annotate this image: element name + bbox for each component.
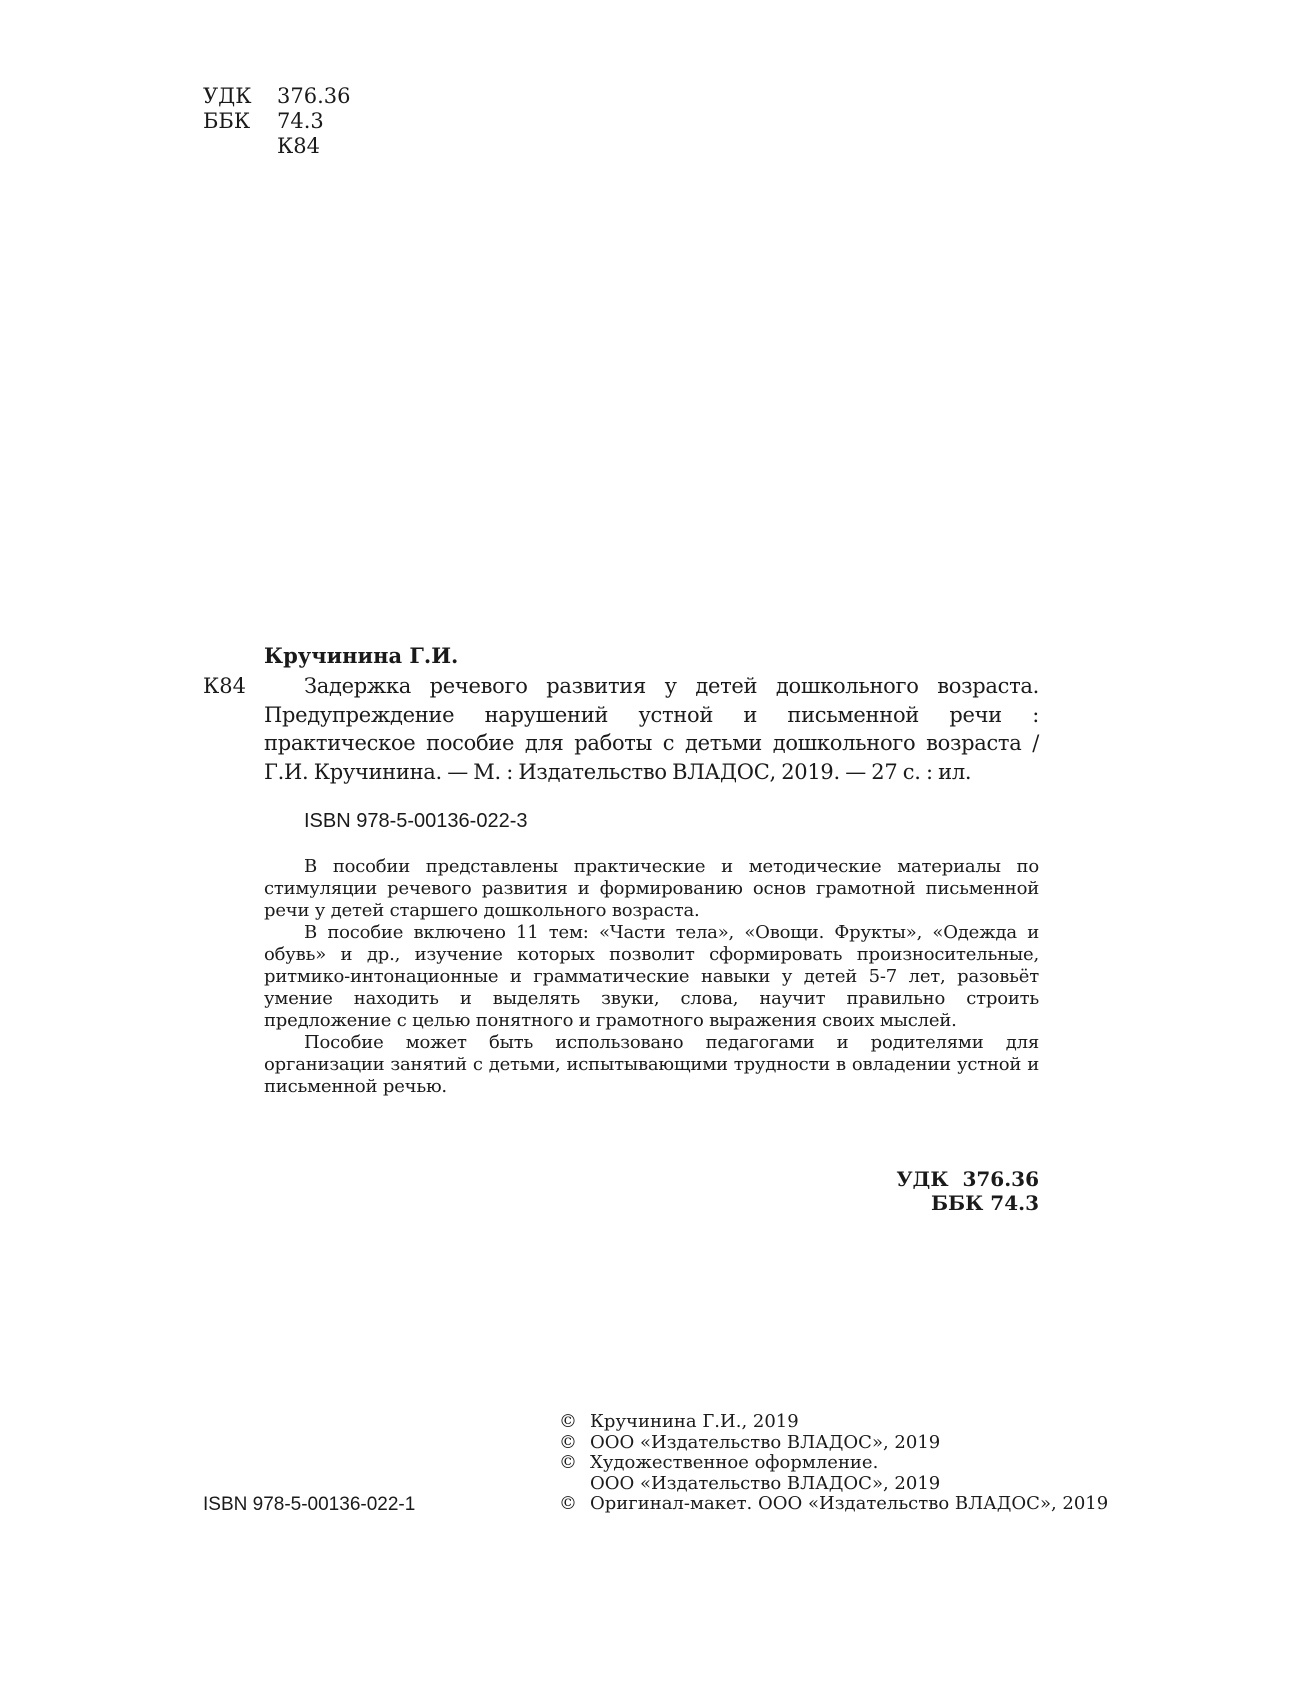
- record-cutter: К84: [203, 674, 246, 698]
- classification-top: [203, 84, 350, 159]
- copyright-icon: ©: [559, 1411, 577, 1432]
- copyright-icon: ©: [559, 1493, 577, 1515]
- isbn-bottom: ISBN 978-5-00136-022-1: [203, 1494, 416, 1515]
- classification-bottom: [896, 1167, 1039, 1215]
- udk-label: УДК: [203, 84, 252, 108]
- abstract-paragraph: В пособие включено 11 тем: «Части тела», «Овощи. Фрукты», «Одежда и обувь» и др., изучение которых позволит сформировать произносительные, ритмико-интонационные и грамматические навыки у детей 5-7 лет, разовьёт умение находить и выделять звуки, слова, научит правильно строить предложение с целью понятного и грамотного выражения своих мыслей.: [264, 922, 1039, 1031]
- cutter-row: [203, 134, 350, 159]
- bbk-bottom: ББК 74.3: [930, 1191, 1039, 1215]
- abstract-paragraph: Пособие может быть использовано педагогами и родителями для организации занятий с детьми, испытывающими трудности в овладении устной и письменной речью.: [264, 1032, 1039, 1097]
- record-isbn: ISBN 978-5-00136-022-3: [304, 810, 528, 832]
- copyright-item: [559, 1433, 1108, 1454]
- copyright-text: Художественное оформление. ООО «Издательство ВЛАДОС», 2019: [590, 1452, 941, 1494]
- record-description: Задержка речевого развития у детей дошкольного возраста. Предупреждение нарушений устной и письменной речи : практическое пособие для работы с детьми дошкольного возраста / Г.И. Кручинина. — М. : Издательство ВЛАДОС, 2019. — 27 с. : ил.: [264, 674, 1039, 784]
- copyright-text: Оригинал-макет. ООО «Издательство ВЛАДОС», 2019: [590, 1493, 1109, 1515]
- author-heading: Кручинина Г.И.: [264, 643, 459, 668]
- bbk-value: 74.3: [277, 109, 324, 133]
- udk-row: [203, 84, 350, 109]
- bibliographic-record: [203, 642, 1039, 1098]
- udk-value: 376.36: [277, 84, 351, 108]
- cutter-mark: К84: [277, 134, 320, 158]
- abstract-paragraph: В пособии представлены практические и методические материалы по стимуляции речевого развития и формированию основ грамотной письменной речи у детей старшего дошкольного возраста.: [264, 856, 1039, 921]
- copyright-text: ООО «Издательство ВЛАДОС», 2019: [590, 1431, 941, 1453]
- copyright-text: Кручинина Г.И., 2019: [590, 1411, 799, 1432]
- copyright-icon: ©: [559, 1431, 577, 1453]
- copyright-icon: ©: [559, 1452, 577, 1474]
- copyright-item: [559, 1412, 1108, 1433]
- udk-bottom: УДК 376.36: [896, 1167, 1039, 1191]
- abstract: [264, 856, 1039, 1098]
- bbk-label: ББК: [203, 109, 251, 133]
- copyright-block: [559, 1412, 1108, 1515]
- copyright-item: [559, 1453, 1108, 1494]
- copyright-item: [559, 1494, 1108, 1515]
- bbk-row: [203, 109, 350, 134]
